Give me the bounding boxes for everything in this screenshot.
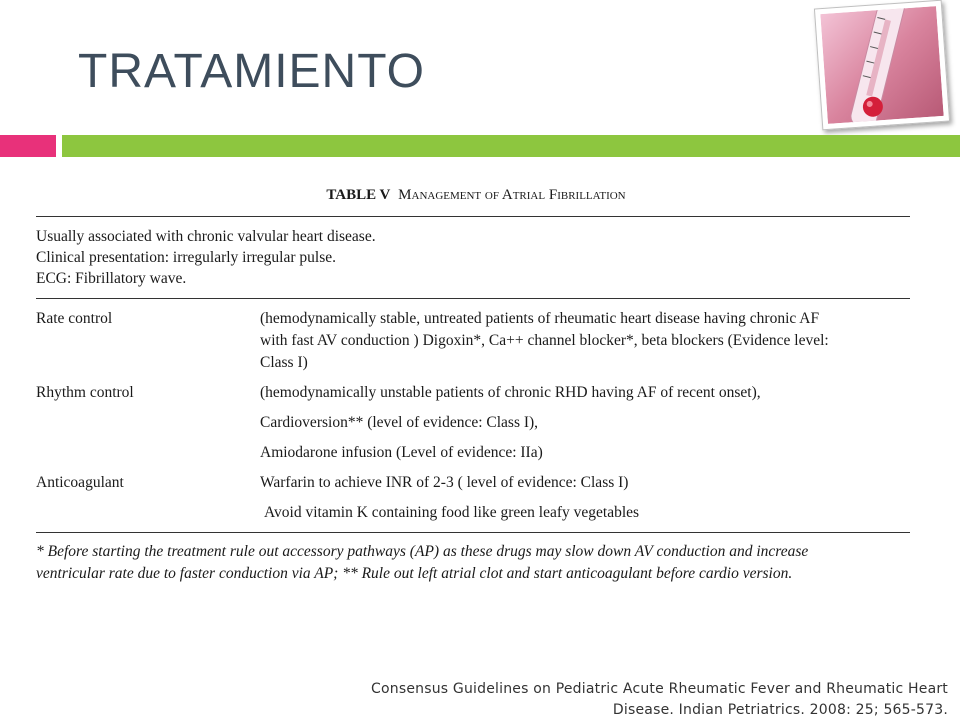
row-label: Anticoagulant [36, 474, 124, 491]
row-line: Class I) [260, 354, 308, 371]
table-label: TABLE V [326, 187, 391, 203]
accent-bar-green [62, 135, 960, 157]
citation-line: Disease. Indian Petriatrics. 2008: 25; 565-573. [612, 702, 948, 718]
table-row-rate-control [36, 308, 910, 382]
row-line: (hemodynamically unstable patients of chronic RHD having AF of recent onset), [260, 384, 761, 401]
footnote-line: ventricular rate due to faster conduction via AP; ** Rule out left atrial clot and start anticoagulant before cardio version. [36, 565, 793, 582]
intro-line: Usually associated with chronic valvular heart disease. [36, 228, 376, 245]
row-line: Warfarin to achieve INR of 2-3 ( level of evidence: Class I) [260, 474, 629, 491]
table-body [36, 299, 910, 532]
table-row-anticoagulant [36, 472, 910, 532]
row-line: (hemodynamically stable, untreated patients of rheumatic heart disease having chronic AF [260, 310, 820, 327]
slide-title: TRATAMIENTO [78, 45, 425, 98]
table-intro [36, 217, 910, 298]
row-content [260, 382, 910, 472]
intro-line: ECG: Fibrillatory wave. [36, 270, 187, 287]
accent-bar-pink [0, 135, 56, 157]
thermometer-image [814, 0, 950, 130]
row-line: Amiodarone infusion (Level of evidence: IIa) [260, 444, 543, 461]
row-line: Avoid vitamin K containing food like green leafy vegetables [264, 504, 640, 521]
citation-line: Consensus Guidelines on Pediatric Acute Rheumatic Fever and Rheumatic Heart [371, 681, 948, 697]
row-label: Rate control [36, 310, 113, 327]
footnote-line: * Before starting the treatment rule out accessory pathways (AP) as these drugs may slow down AV conduction and increase [36, 543, 809, 560]
intro-line: Clinical presentation: irregularly irregular pulse. [36, 249, 336, 266]
row-line: Cardioversion** (level of evidence: Class I), [260, 414, 539, 431]
table-footnote [36, 533, 910, 585]
af-management-table [36, 178, 910, 585]
citation [371, 679, 948, 721]
row-line: with fast AV conduction ) Digoxin*, Ca++ channel blocker*, beta blockers (Evidence level: [260, 332, 829, 349]
table-caption [36, 178, 910, 216]
row-content [260, 472, 910, 532]
row-content [260, 308, 910, 382]
table-row-rhythm-control [36, 382, 910, 472]
row-label: Rhythm control [36, 384, 134, 401]
table-caption-text: Management of Atrial Fibrillation [398, 187, 626, 203]
